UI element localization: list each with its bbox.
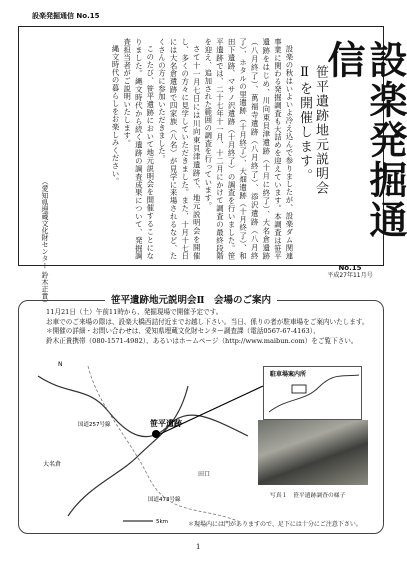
signature: [40, 178, 50, 306]
location-map: [28, 356, 258, 530]
site-marker: [152, 430, 160, 438]
notice-line: 鈴木正貴携帯（080-1571-4982）、あるいはホームページ（http://www.maibun.com）をご覧下さい。: [46, 336, 358, 345]
issue-info: [325, 264, 375, 280]
body-paragraph: このたび、笹平遺跡において地元説明会を開催することになりました。縄文時代から続く遺跡の調査成果について、発掘調査担当者がご説明いたします。: [122, 38, 155, 260]
excavation-photo: [258, 420, 368, 485]
page-number: 1: [196, 543, 201, 551]
site-label: 笹平遺跡: [150, 419, 182, 428]
photo-caption: 写真１ 笹平遺跡調査の様子: [270, 493, 346, 499]
road-line: [269, 375, 359, 412]
footnote: ＊現場内には門がありますので、足下には十分にご注意下さい。: [188, 521, 362, 528]
inset-map: [263, 366, 362, 420]
issue-number: No.15: [338, 264, 362, 272]
body-paragraph: 縄文時代の暮らしをお楽しみください。: [111, 45, 121, 186]
notice-line: お車でのご来場の際は、設楽大橋西詰付近までお越し下さい。当日、係りの者が駐車場をご案内いたします。: [46, 317, 369, 326]
road-label: 国道257号線: [78, 422, 111, 428]
body-paragraph: 設楽の秋はいよいよ冷え込んで参りましたが、設楽ダム関連事業に関わる発掘調査も大詰めを迎えています。本調査は笹平遺跡をはじめ、川向東貝津遺跡（十月に終了）、大名倉遺跡（八月終了）、萬福寺遺跡（八月終了）、添沢遺跡（八月終了）、ホタルの里遺跡（十月終了）、大畑遺跡（十月終了）、和田下遺跡、マサノ沢遺跡（十月終了）の調査を行いました。笹平遺跡では、二十七年十一月、十二月にかけて調査の最終段階を迎え、追加された範囲の調査を行っています。: [203, 38, 294, 260]
notice-title: 笹平遺跡地元説明会Ⅱ 会場のご案内: [105, 292, 277, 306]
scale-label: 5km: [156, 519, 169, 525]
road-line: [38, 376, 248, 437]
publication-header: 設楽発掘通信 No.15: [32, 12, 100, 20]
signature-name: 鈴木正貴）: [41, 271, 49, 307]
parking-label: 駐車場案内所: [270, 371, 307, 378]
issue-date: 平成27年11月号: [327, 272, 373, 279]
article-body: [40, 38, 295, 260]
body-paragraph: さて十一月七日には川向東貝津遺跡で、地元説明会を開催し、多くの方々に見学していただきました。また、十月十七日には大名倉遺跡で四家族（八名）が見学に来場されるなど、たくさんの方に参加いただきました。: [157, 38, 202, 260]
parking-marker: [292, 385, 306, 393]
notice-text: [46, 308, 369, 346]
notice-line: 11月21日（土）午前11時から、発掘現場で開催予定です。: [46, 308, 223, 316]
north-label: N: [58, 361, 63, 368]
page-title: 設楽発掘通信: [321, 40, 407, 240]
town-label: 田口: [198, 471, 211, 478]
signature-org: （愛知県埋蔵文化財センター: [41, 178, 49, 269]
subtitle: 笹平遺跡地元説明会Ⅱを開催します。: [297, 65, 328, 196]
town-label: 大名倉: [43, 461, 62, 468]
road-label: 国道473号線: [148, 497, 181, 503]
notice-line: ＊開催の詳細・お問い合わせは、愛知県埋蔵文化財センター調査課（電話0567-67-4163）、: [46, 327, 320, 336]
